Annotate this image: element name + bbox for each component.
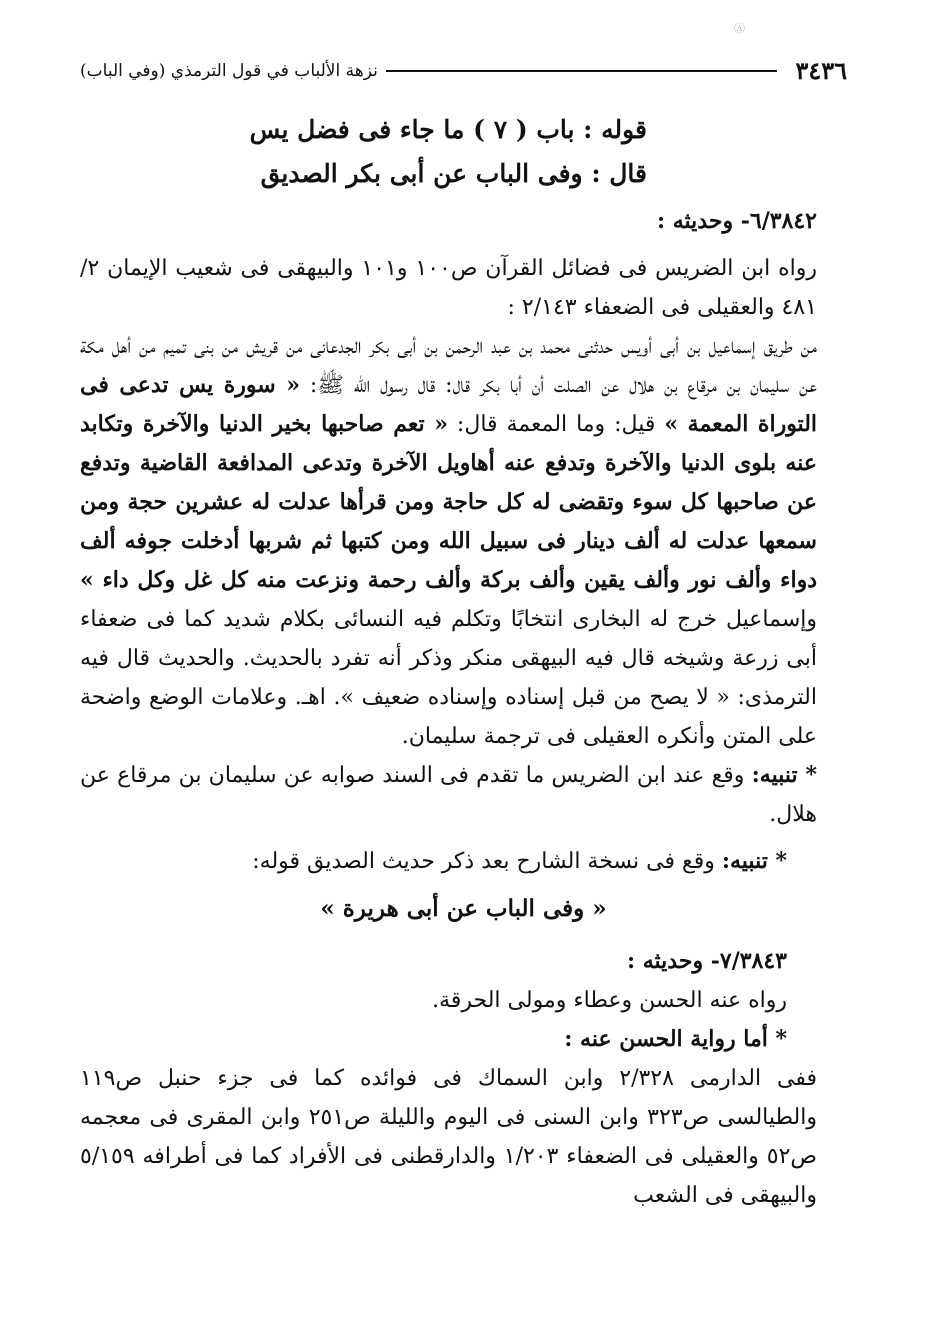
note-paragraph-1 [80, 756, 847, 834]
page-content [80, 108, 847, 1215]
isnad-paragraph [80, 327, 847, 756]
hadith-number-2: ٧/٣٨٤٣- وحديثه : [626, 948, 787, 974]
chapter-subheading: قال : وفى الباب عن أبى بكر الصديق [260, 159, 647, 188]
note-text-1: وقع عند ابن الضريس ما تقدم فى السند صوابه عن سليمان بن مرقاع عن هلال. [80, 763, 817, 827]
page-header [80, 56, 847, 85]
chapter-heading: قوله : باب ( ٧ ) ما جاء فى فضل يس [249, 115, 647, 144]
note-text-2: وقع فى نسخة الشارح بعد ذكر حديث الصديق قوله: [252, 849, 715, 874]
takhrij-paragraph-2: ففى الدارمى ٢/٣٢٨ وابن السماك فى فوائده كما فى جزء حنبل ص١١٩ والطيالسى ص٣٢٣ وابن السنى فى اليوم والليلة ص٢٥١ وابن المقرى فى معجمه ص٥٢ والعقيلى فى الضعفاء ١/٢٠٣ والدارقطنى فى الأفراد كما فى أطرافه ٥/١٥٩ والبيهقى فى الشعب [80, 1066, 817, 1208]
note-label-1: * تنبيه: [751, 762, 817, 788]
narrators-line: رواه عنه الحسن وعطاء ومولى الحرقة. [432, 988, 787, 1013]
takhrij-paragraph: رواه ابن الضريس فى فضائل القرآن ص١٠٠ و١٠١ والبيهقى فى شعيب الإيمان ٢/ ٤٨١ والعقيلى فى الضعفاء ٢/١٤٣ : [80, 256, 817, 320]
hadith-number: ٦/٣٨٤٢- وحديثه : [656, 208, 817, 234]
sub-heading: * أما رواية الحسن عنه : [564, 1026, 787, 1052]
matn-quote-2: « تعم صاحبها بخير الدنيا والآخرة وتكابد عنه بلوى الدنيا والآخرة وتدفع عنه أهاويل الآخرة وتدعى المدافعة القاضية وتدفع عن صاحبها كل سوء وتقضى له كل حاجة ومن قرأها عدلت له عشرين حجة ومن سمعها عدلت له ألف دينار فى سبيل الله ومن كتبها ثم شربها أدخلت جوفه ألف دواء وألف نور وألف يقين وألف بركة وألف رحمة ونزعت منه كل غل وكل داء » [80, 411, 817, 593]
comment-text-1: وإسماعيل خرج له البخارى انتخابًا وتكلم فيه النسائى بكلام شديد كما فى ضعفاء أبى زرعة وشيخه قال فيه البيهقى منكر وذكر أنه تفرد بالحديث. والحديث قال فيه الترمذى: [80, 607, 817, 710]
header-rule [386, 70, 778, 72]
page-number: ٣٤٣٦ [795, 56, 847, 85]
isnad-text: من طريق إسماعيل بن أبى أويس حدثنى محمد بن عبد الرحمن بن أبى بكر الجدعانى من قريش من بنى تميم من أهل مكة عن سليمان بن مرقاع بن هلال عن الصلت أن أبا بكر قال: قال رسول الله ﷺ: [80, 334, 817, 398]
note-label-2: * تنبيه: [721, 848, 787, 874]
matn-link: قيل: وما المعمة قال: [456, 412, 656, 437]
tirmidhi-quote: « لا يصح من قبل إسناده وإسناده ضعيف » [340, 685, 730, 710]
note-paragraph-2 [80, 842, 847, 881]
running-title: نزهة الألباب في قول الترمذي (وفي الباب) [80, 60, 378, 81]
section-heading: « وفى الباب عن أبى هريرة » [320, 895, 607, 922]
page-mark: Ⓐ [734, 22, 745, 35]
matn-quote-1: « سورة يس تدعى فى التوراة المعمة » [80, 372, 818, 437]
comment-text-2: . اهـ. وعلامات الوضع واضحة على المتن وأنكره العقيلى فى ترجمة سليمان. [80, 685, 817, 749]
